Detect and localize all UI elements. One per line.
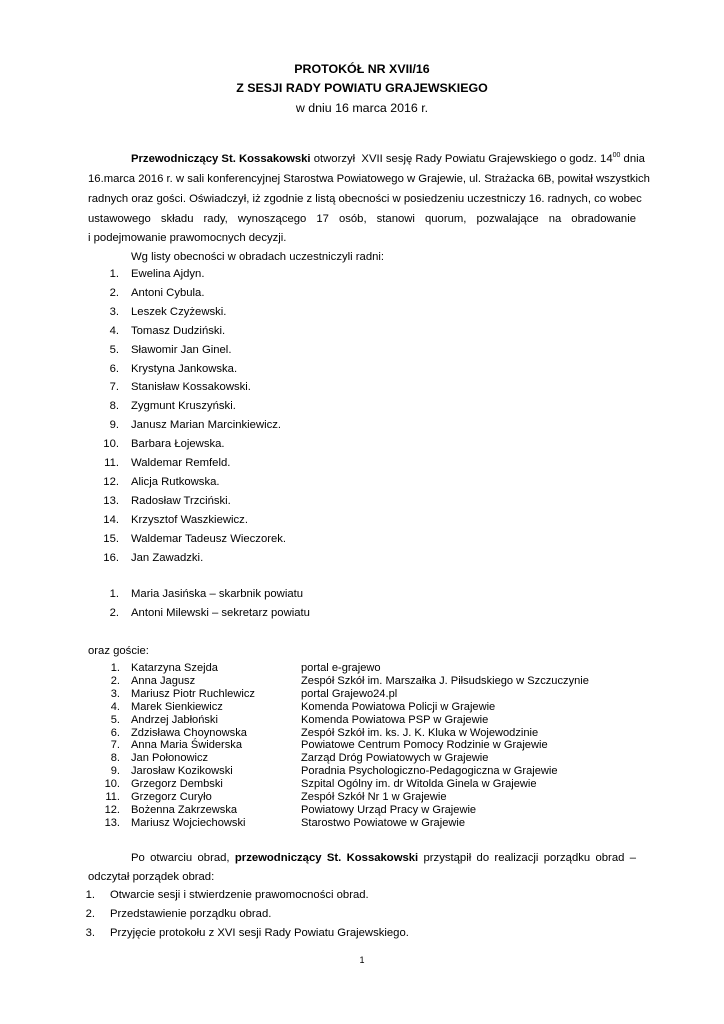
list-number: 14. <box>103 513 119 526</box>
councillor-name: Zygmunt Kruszyński. <box>131 400 236 413</box>
guest-organization: Zespół Szkół im. ks. J. K. Kluka w Wojewodzinie <box>301 726 539 739</box>
guest-name: Jan Połonowicz <box>131 752 209 765</box>
agenda-text: Przedstawienie porządku obrad. <box>110 908 272 920</box>
list-number: 6. <box>109 362 119 375</box>
guest-organization: portal e-grajewo <box>301 662 381 674</box>
page-number: 1 <box>359 955 365 965</box>
guest-organization: Powiatowy Urząd Pracy w Grajewie <box>301 803 477 816</box>
councillor-name: Antoni Cybula. <box>131 286 205 299</box>
guest-organization: Powiatowe Centrum Pomocy Rodzinie w Grajewie <box>301 739 548 752</box>
list-number: 8. <box>109 400 119 413</box>
agenda-intro-line-2: odczytał porządek obrad: <box>88 871 215 883</box>
guest-organization: Komenda Powiatowa Policji w Grajewie <box>301 700 496 713</box>
list-number: 9. <box>109 419 119 432</box>
intro-line-4: ustawowego składu rady, wynoszącego 17 osób, stanowi quorum, pozwalające na obradowanie <box>88 213 636 225</box>
chairman-name-2: przewodniczący St. Kossakowski <box>234 852 419 864</box>
guest-name: Marek Sienkiewicz <box>131 700 223 713</box>
list-number: 1. <box>109 268 119 280</box>
intro-line-1: Przewodniczący St. Kossakowski otworzył XVII sesję Rady Powiatu Grajewskiego o godz. $14^{00}$ dnia <box>131 152 645 165</box>
guest-organization: Komenda Powiatowa PSP w Grajewie <box>301 713 489 726</box>
list-number: 13. <box>104 816 120 829</box>
protocol-title: PROTOKÓŁ NR XVII/16 <box>294 62 430 76</box>
list-number: 4. <box>109 324 119 337</box>
guest-name: Zdzisława Choynowska <box>131 726 247 739</box>
list-number: 11. <box>104 457 119 469</box>
councillor-name: Sławomir Jan Ginel. <box>131 343 232 356</box>
guest-organization: Zespół Szkół im. Marszałka J. Piłsudskiego w Szczuczynie <box>301 674 589 687</box>
intro-line-5: i podejmowanie prawomocnych decyzji. <box>88 232 287 244</box>
councillor-name: Ewelina Ajdyn. <box>131 268 205 280</box>
list-number: 2. <box>85 908 95 920</box>
chairman-name: Przewodniczący St. Kossakowski <box>131 153 311 165</box>
list-number: 13. <box>103 494 119 507</box>
councillor-name: Jan Zawadzki. <box>131 551 204 564</box>
agenda-text: Przyjęcie protokołu z XVI sesji Rady Powiatu Grajewskiego. <box>110 927 409 939</box>
list-number: 3. <box>85 927 95 939</box>
list-number: 15. <box>103 532 119 545</box>
list-number: 11. <box>105 791 120 803</box>
list-number: 12. <box>103 475 119 488</box>
attendance-lead: Wg listy obecności w obradach uczestniczyli radni: <box>131 251 385 263</box>
list-number: 8. <box>110 752 120 765</box>
councillor-name: Leszek Czyżewski. <box>131 305 227 318</box>
councillor-name: Krystyna Jankowska. <box>131 362 238 375</box>
list-number: 10. <box>104 778 120 791</box>
intro-line-2: 16.marca 2016 r. w sali konferencyjnej Starostwa Powiatowego w Grajewie, ul. Strażacka 6B, powitał wszystkich <box>88 173 650 185</box>
list-number: 16. <box>103 551 119 564</box>
guest-organization: portal Grajewo24.pl <box>301 687 398 700</box>
session-title: Z SESJI RADY POWIATU GRAJEWSKIEGO <box>236 81 488 95</box>
list-number: 2. <box>110 674 120 687</box>
councillor-name: Waldemar Tadeusz Wieczorek. <box>131 532 287 545</box>
councillor-name: Tomasz Dudziński. <box>131 324 226 337</box>
guest-name: Katarzyna Szejda <box>131 662 218 674</box>
list-number: 7. <box>110 739 120 752</box>
agenda-text: Otwarcie sesji i stwierdzenie prawomocności obrad. <box>110 889 369 901</box>
list-number: 1. <box>109 588 119 600</box>
list-number: 4. <box>110 700 120 713</box>
councillor-name: Barbara Łojewska. <box>131 438 225 451</box>
list-number: 7. <box>109 381 119 394</box>
councillor-name: Waldemar Remfeld. <box>131 457 231 469</box>
guest-organization: Szpital Ogólny im. dr Witolda Ginela w Grajewie <box>301 778 537 791</box>
list-number: 10. <box>103 438 119 451</box>
councillor-name: Radosław Trzciński. <box>131 494 231 507</box>
guest-name: Anna Jagusz <box>131 674 196 687</box>
guest-name: Bożenna Zakrzewska <box>131 803 238 816</box>
list-number: 12. <box>104 803 120 816</box>
session-date: w dniu 16 marca 2016 r. <box>295 101 429 115</box>
intro-line-3: radnych oraz gości. Oświadczył, iż zgodnie z listą obecności w posiedzeniu uczestniczy 16. radnych, co wobec <box>88 193 642 205</box>
guest-organization: Starostwo Powiatowe w Grajewie <box>301 816 466 829</box>
guest-name: Mariusz Piotr Ruchlewicz <box>131 687 255 700</box>
list-number: 6. <box>110 726 120 739</box>
list-number: 2. <box>109 286 119 299</box>
list-number: 3. <box>110 687 120 700</box>
list-number: 2. <box>109 607 119 619</box>
guest-name: Grzegorz Dembski <box>131 778 223 791</box>
guest-organization: Zarząd Dróg Powiatowych w Grajewie <box>301 752 489 765</box>
official-text: Maria Jasińska – skarbnik powiatu <box>131 588 304 600</box>
councillor-name: Alicja Rutkowska. <box>131 475 220 488</box>
list-number: 1. <box>85 889 95 901</box>
guest-name: Andrzej Jabłoński <box>131 713 218 726</box>
list-number: 5. <box>109 343 119 356</box>
list-number: 1. <box>110 662 120 674</box>
official-text: Antoni Milewski – sekretarz powiatu <box>131 607 310 619</box>
guest-name: Mariusz Wojciechowski <box>131 816 246 829</box>
list-number: 3. <box>109 305 119 318</box>
guest-name: Jarosław Kozikowski <box>131 765 233 778</box>
list-number: 9. <box>110 765 120 778</box>
councillor-name: Janusz Marian Marcinkiewicz. <box>131 419 282 432</box>
guest-name: Anna Maria Świderska <box>131 739 242 752</box>
guests-label: oraz goście: <box>88 645 149 657</box>
list-number: 5. <box>110 713 120 726</box>
agenda-intro-line-1: Po otwarciu obrad, przewodniczący St. Kossakowski przystąpił do realizacji porządku obrad – <box>131 852 636 864</box>
guest-organization: Poradnia Psychologiczno-Pedagogiczna w Grajewie <box>301 765 558 778</box>
guest-name: Grzegorz Curyło <box>131 791 212 803</box>
councillor-name: Krzysztof Waszkiewicz. <box>131 513 248 526</box>
guest-organization: Zespół Szkół Nr 1 w Grajewie <box>301 791 447 803</box>
councillor-name: Stanisław Kossakowski. <box>131 381 251 394</box>
